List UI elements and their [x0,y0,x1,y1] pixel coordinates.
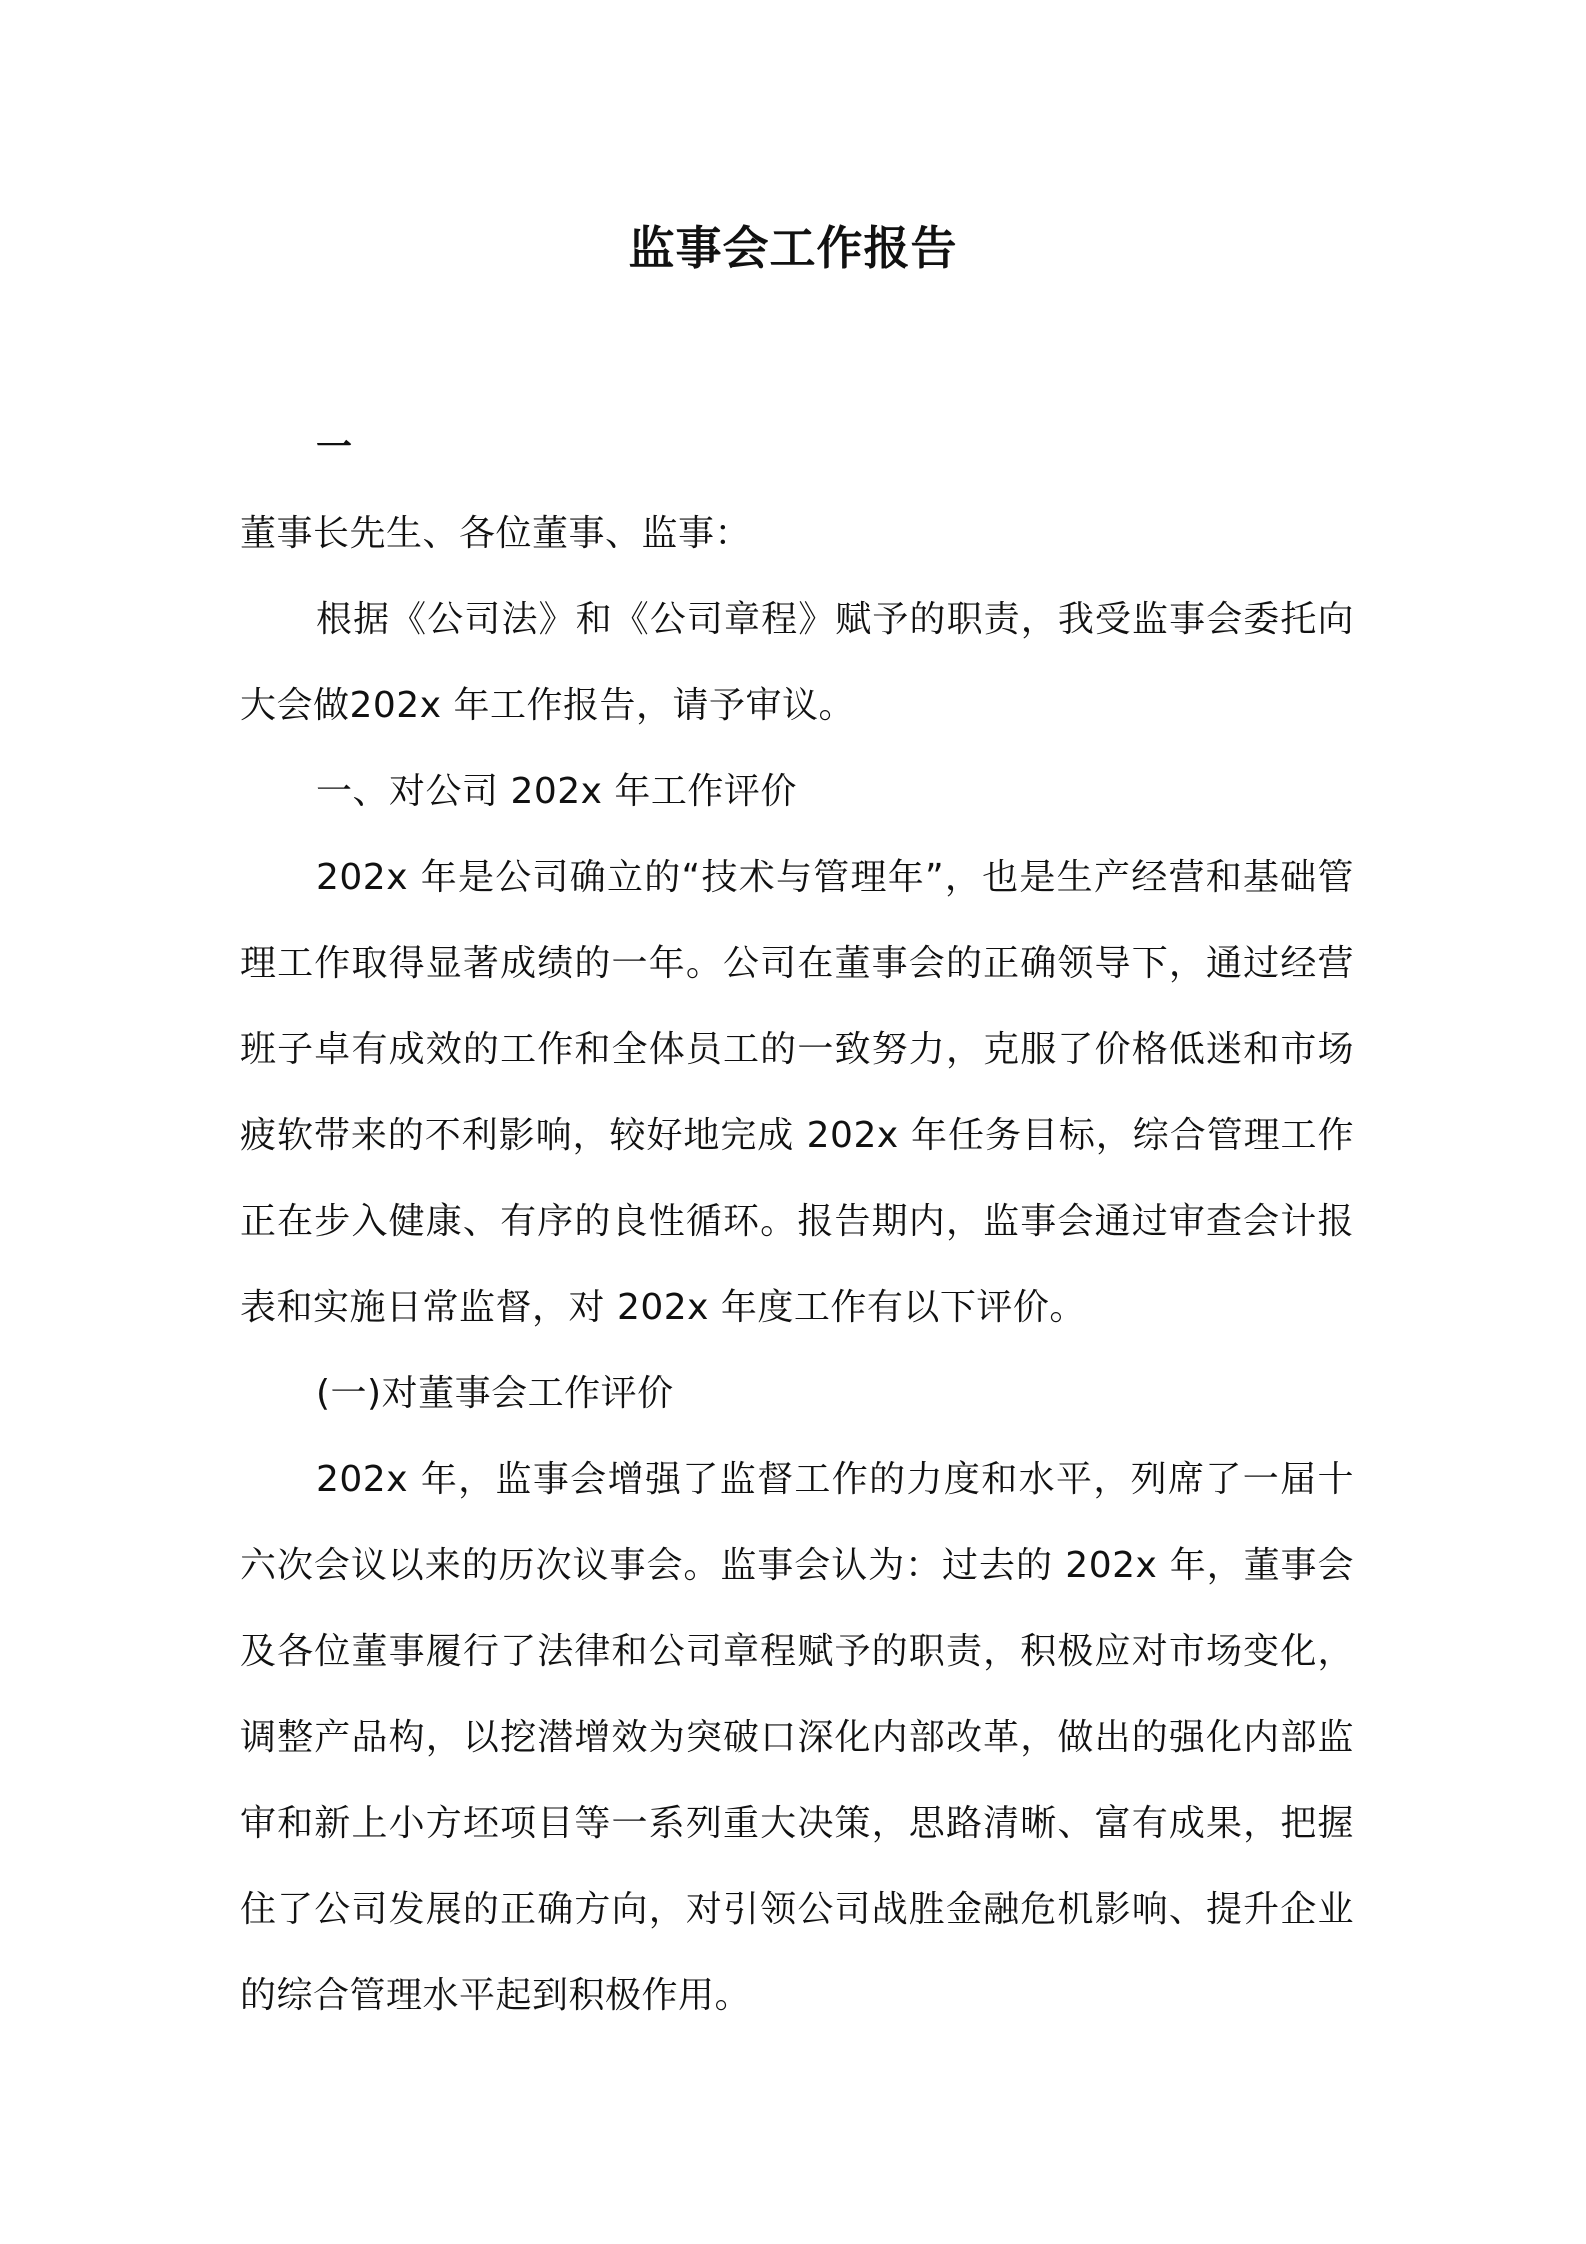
document-title: 监事会工作报告 [628,221,958,275]
section-heading-1: 一、对公司 202x 年工作评价 [316,771,797,812]
paragraph-board-evaluation: 202x 年，监事会增强了监督工作的力度和水平，列席了一届十六次会议以来的历次议事会。监事会认为：过去的 202x 年，董事会及各位董事履行了法律和公司章程赋予的职责，积极应对市场变化，调整产品构，以挖潜增效为突破口深化内部改革，做出的强化内部监审和新上小方坯项目等一系列重大决策，思路清晰、富有成果，把握住了公司发展的正确方向，对引领公司战胜金融危机影响、提升企业的综合管理水平起到积极作用。 [240,1459,1354,2016]
salutation: 董事长先生、各位董事、监事： [240,513,752,554]
subsection-heading-1: (一)对董事会工作评价 [316,1373,674,1414]
paragraph-evaluation: 202x 年是公司确立的“技术与管理年”，也是生产经营和基础管理工作取得显著成绩的一年。公司在董事会的正确领导下，通过经营班子卓有成效的工作和全体员工的一致努力，克服了价格低迷和市场疲软带来的不利影响，较好地完成 202x 年任务目标，综合管理工作正在步入健康、有序的良性循环。报告期内，监事会通过审查会计报表和实施日常监督，对 202x 年度工作有以下评价。 [240,857,1354,1328]
paragraph-intro: 根据《公司法》和《公司章程》赋予的职责，我受监事会委托向大会做202x 年工作报告，请予审议。 [240,599,1354,726]
section-mark [240,405,1354,491]
section-mark-text: 一 [316,427,353,468]
document-body [240,405,1354,2039]
